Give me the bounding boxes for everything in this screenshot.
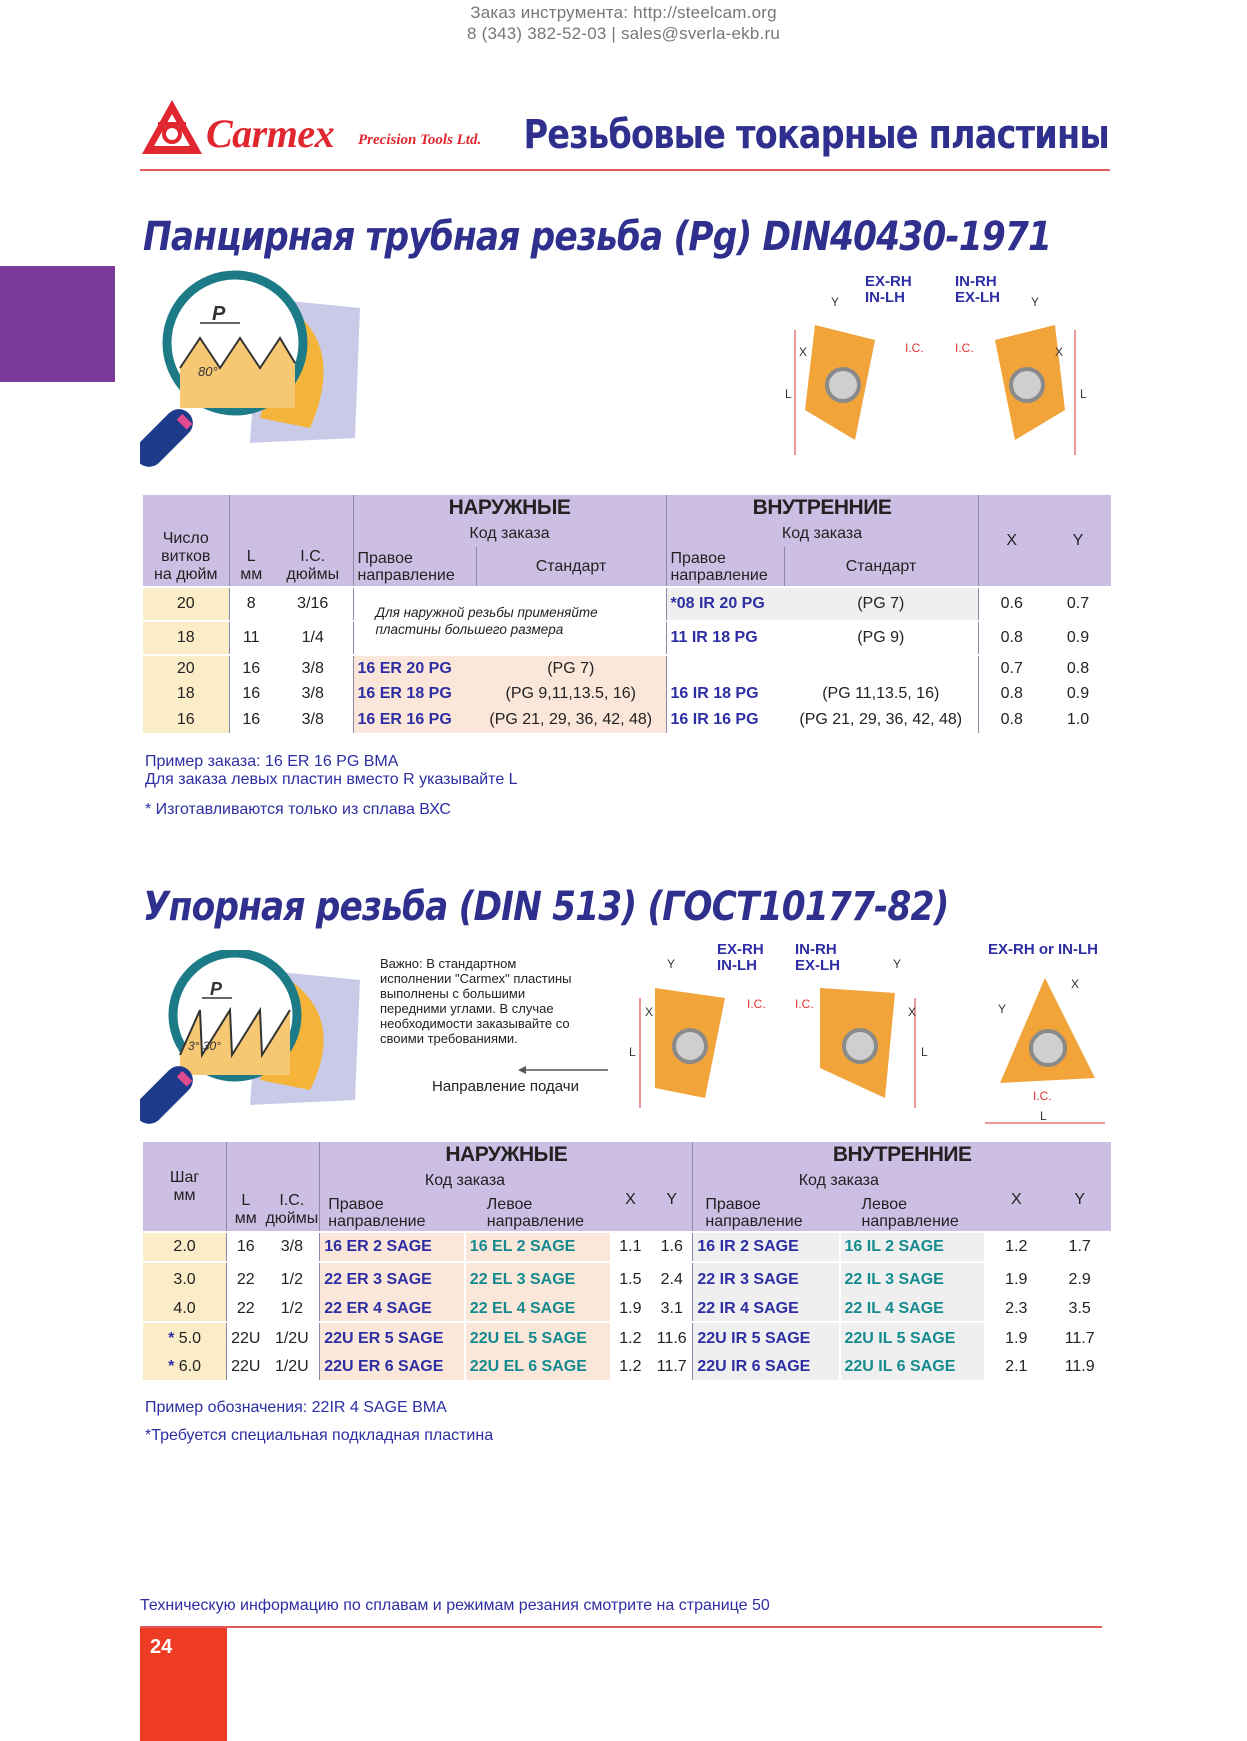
- table-row: 20 16 3/8 16 ER 20 PG (PG 7) 0.7 0.8: [143, 655, 1111, 681]
- important-note: Важно: В стандартном исполнении "Carmex" пластины выполнены с большими передними углами. В случае необходимости заказывайте со своими требованиями.: [380, 956, 572, 1046]
- section-tab-marker: [0, 266, 115, 382]
- svg-text:I.C.: I.C.: [747, 997, 766, 1011]
- external-header: НАРУЖНЫЕ: [353, 495, 666, 521]
- svg-text:L: L: [921, 1045, 928, 1059]
- sage-insert-table: Шаг мм L мм I.C. дюймы НАРУЖНЫЕ ВНУТРЕННИЕ Код заказа X Y Код заказа X Y Правое направление Левое направление Правое направление Левое направление 2.0 16 3/8 16 ER 2 SAGE 16 EL 2 SAGE 1.1 1.6 16 IR 2 SAGE 16 IL 2 SAGE 1.2 1.7 3.0 22 1/2 22 ER 3 SAGE 22 EL 3 SAGE 1.5 2.4 22 IR 3 SAGE 22 IL 3 SAGE 1.9 2.9 4.0 22 1/2 22 ER 4 SAGE 22 EL 4 SAGE 1.9 3.1 22 IR 4 SAGE 22 IL 4 SAGE 2.3 3.5 * 5.0 22U 1/2U 22U ER 5 SAGE 22U EL 5 SAGE 1.2 11.6 22U IR 5 SAGE 22U IL 5 SAGE 1.9 11.7 * 6.0 22U 1/2U 22U ER 6 SAGE 22U EL 6 SAGE 1.2 11.7 22U IR 6 SAGE 22U IL 6 SAGE 2.1 11.9: [143, 1142, 1111, 1380]
- angles-label: 3° 30°: [188, 1039, 221, 1053]
- pitch-label: P: [212, 303, 226, 325]
- svg-text:IN-RH: IN-RH: [955, 273, 997, 290]
- svg-text:IN-RH: IN-RH: [795, 941, 837, 958]
- svg-text:X: X: [1055, 345, 1064, 359]
- svg-text:IN-LH: IN-LH: [865, 289, 905, 306]
- table-row: 20 8 3/16 Для наружной резьбы применяйте пластины большего размера *08 IR 20 PG (PG 7) 0.6 0.7: [143, 587, 1111, 621]
- table-row: 4.0 22 1/2 22 ER 4 SAGE 22 EL 4 SAGE 1.9 3.1 22 IR 4 SAGE 22 IL 4 SAGE 2.3 3.5: [143, 1296, 1111, 1322]
- svg-text:EX-RH or IN-LH: EX-RH or IN-LH: [988, 941, 1098, 958]
- header-divider: [140, 169, 1110, 171]
- svg-text:Y: Y: [1031, 295, 1040, 309]
- svg-text:I.C.: I.C.: [795, 997, 814, 1011]
- angle-label: 80°: [198, 364, 218, 379]
- table-row: 18 16 3/8 16 ER 18 PG (PG 9,11,13.5, 16) 16 IR 18 PG (PG 11,13.5, 16) 0.8 0.9: [143, 681, 1111, 707]
- pitch-label-2: P: [210, 979, 223, 999]
- svg-text:Y: Y: [893, 957, 902, 971]
- svg-text:X: X: [799, 345, 808, 359]
- svg-text:L: L: [1040, 1109, 1047, 1123]
- magnifier-thread-80-illustration: [140, 268, 365, 478]
- svg-text:IN-LH: IN-LH: [717, 957, 757, 974]
- insert-dimension-diagram-sage: [605, 938, 1115, 1138]
- magnifier-buttress-thread-illustration: [140, 950, 365, 1135]
- svg-text:EX-LH: EX-LH: [795, 957, 840, 974]
- footer-reference: Техническую информацию по сплавам и режимам резания смотрите на странице 50: [140, 1597, 770, 1614]
- external-note-line-2: пластины большего размера: [375, 622, 564, 637]
- carmex-logo: [140, 96, 500, 160]
- table-row: 2.0 16 3/8 16 ER 2 SAGE 16 EL 2 SAGE 1.1 1.6 16 IR 2 SAGE 16 IL 2 SAGE 1.2 1.7: [143, 1232, 1111, 1262]
- left-insert-note: Для заказа левых пластин вместо R указывайте L: [145, 771, 518, 788]
- internal-header: ВНУТРЕННИЕ: [666, 495, 978, 521]
- contact-line-1[interactable]: Заказ инструмента: http://steelcam.org: [470, 3, 777, 22]
- svg-text:L: L: [1080, 387, 1087, 401]
- feed-direction-arrow-icon: [518, 1065, 608, 1075]
- table-row: * 5.0 22U 1/2U 22U ER 5 SAGE 22U EL 5 SAGE 1.2 11.6 22U IR 5 SAGE 22U IL 5 SAGE 1.9 11.7: [143, 1322, 1111, 1354]
- svg-text:I.C.: I.C.: [955, 341, 974, 355]
- shim-note: *Требуется специальная подкладная пластина: [145, 1427, 494, 1444]
- carmex-emblem-icon: [140, 96, 204, 160]
- svg-text:X: X: [908, 1005, 917, 1019]
- svg-text:Y: Y: [667, 957, 676, 971]
- pg-insert-table: Число витков на дюйм L мм I.C. дюймы НАРУЖНЫЕ ВНУТРЕННИЕ X Y Код заказа Код заказа Правое направление Стандарт Правое направление Стандарт 20 8 3/16 Для наружной резьбы применяйте пластины большего размера *08 IR 20 PG (PG 7) 0.6 0.7 18 11 1/4 11 IR 18 PG (PG 9) 0.8 0.9 20 16 3/8 16 ER 20 PG (PG 7) 0.7 0.8 18 16 3/8 16 ER 18 PG (PG 9,11,13.5, 16) 16 IR 18 PG (PG 11,13.5, 16) 0.8 0.9 16 16 3/8 16 ER 16 PG (PG 21, 29, 36, 42, 48) 16 IR 16 PG (PG 21, 29, 36, 42, 48) 0.8 1.0: [143, 495, 1111, 733]
- section2-title: Упорная резьба (DIN 513) (ГОСТ10177-82): [143, 884, 949, 930]
- order-example-note: Пример заказа: 16 ER 16 PG BMA: [145, 753, 399, 770]
- page-title: Резьбовые токарные пластины: [523, 112, 1109, 158]
- svg-text:EX-RH: EX-RH: [865, 273, 912, 290]
- svg-text:EX-RH: EX-RH: [717, 941, 764, 958]
- contact-block: [0, 2, 1247, 44]
- svg-text:X: X: [1071, 977, 1080, 991]
- insert-dimension-diagram-pg: [755, 270, 1115, 465]
- external-note-line-1: Для наружной резьбы применяйте: [375, 605, 598, 620]
- svg-text:L: L: [629, 1045, 636, 1059]
- table-row: 16 16 3/8 16 ER 16 PG (PG 21, 29, 36, 42, 48) 16 IR 16 PG (PG 21, 29, 36, 42, 48) 0.8 1.0: [143, 707, 1111, 733]
- feed-direction-label: Направление подачи: [432, 1078, 579, 1095]
- internal-header-2: ВНУТРЕННИЕ: [693, 1142, 1111, 1168]
- contact-line-2[interactable]: 8 (343) 382-52-03 | sales@sverla-ekb.ru: [467, 24, 780, 43]
- svg-text:I.C.: I.C.: [905, 341, 924, 355]
- page-number: 24: [150, 1636, 173, 1658]
- footer-divider: [140, 1626, 1102, 1628]
- table-row: * 6.0 22U 1/2U 22U ER 6 SAGE 22U EL 6 SAGE 1.2 11.7 22U IR 6 SAGE 22U IL 6 SAGE 2.1 11.9: [143, 1354, 1111, 1380]
- designation-example-note: Пример обозначения: 22IR 4 SAGE BMA: [145, 1399, 447, 1416]
- svg-text:Y: Y: [831, 295, 840, 309]
- logo-wordmark: Carmex: [206, 111, 335, 156]
- alloy-note: * Изготавливаются только из сплава ВХС: [145, 801, 451, 818]
- svg-text:I.C.: I.C.: [1033, 1089, 1052, 1103]
- section1-title: Панцирная трубная резьба (Pg) DIN40430-1971: [143, 214, 1052, 260]
- logo-subtitle: Precision Tools Ltd.: [358, 132, 482, 148]
- table-row: 3.0 22 1/2 22 ER 3 SAGE 22 EL 3 SAGE 1.5 2.4 22 IR 3 SAGE 22 IL 3 SAGE 1.9 2.9: [143, 1262, 1111, 1296]
- svg-text:EX-LH: EX-LH: [955, 289, 1000, 306]
- svg-text:X: X: [645, 1005, 654, 1019]
- svg-text:L: L: [785, 387, 792, 401]
- table-row: 18 11 1/4 11 IR 18 PG (PG 9) 0.8 0.9: [143, 621, 1111, 655]
- svg-text:Y: Y: [998, 1002, 1007, 1016]
- external-header-2: НАРУЖНЫЕ: [320, 1142, 693, 1168]
